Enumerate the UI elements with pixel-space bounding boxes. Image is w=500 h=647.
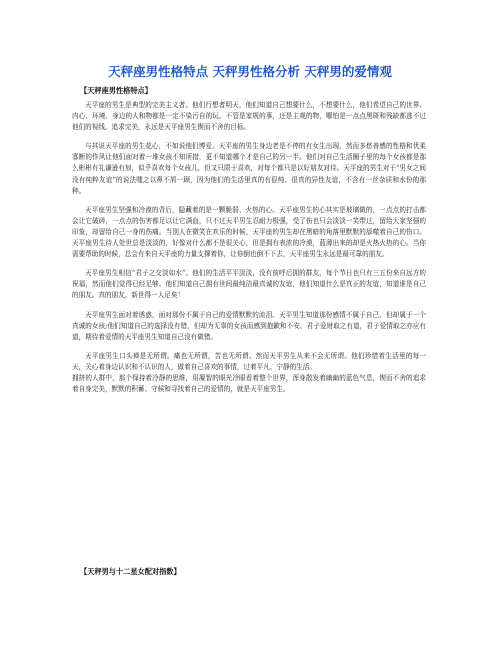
paragraph-temptation: 天平座男生面对着诱惑，面对那份不属于自己的爱情默默的流泪。天平男生知道那份感情不属于自己，但却属于一个真诚的女孩;他们知道自己的选择没有错，但却为无辜的女孩而感到抱歉和不安。君子爱财取之有道，君子爱情取之亦应有道，期待着爱情的天平座男生知道自己没有做错。 xyxy=(72,310,426,341)
paragraph-catchphrase: 天平座男生口头禅是无所谓。痛也无所谓，苦也无所谓。然而天平男生从来不会无所谓。他们珍惜着生活里的每一天，关心着身边认识和不认识的人，做着自己喜欢的事情，过着平凡、宁静的生活。 xyxy=(72,351,426,371)
paragraph-crowd: 拥挤的人群中，那个保持着冷静的思维，用凝智的眼光冷眼看着整个世界，浑身散发着幽幽的蓝色气息，锲而不舍的追求着自身完美，默默的积蓄、守候和寻找着自己的爱情的，就是天平座男生。 xyxy=(72,373,426,394)
paragraph-friendship: 与其说天平座的男生花心，不如说他们博爱。天平座的男生身边老是不停的有女生出现，然而多愁善感的性格和优柔寡断的作风让他们面对着一堆女孩不知所措，更不知道哪个才是自己的另一半。他们对自己生活圈子里的每个女孩都是那么彬彬有礼谦逊有加，似乎喜欢每个女孩儿，但又只限于喜欢，对每个都只是以好朋友对待。天平座的男生对于“男女之间没有纯粹友谊”的说法嗤之以鼻不屑一顾，因为他们的生活里真的有很纯、很真的异性友谊，不含有一丝杂质和水份的那种。 xyxy=(72,142,426,195)
section-heading-matching: 【天秤男与十二星女配对指数】 xyxy=(80,567,181,576)
document-title: 天秤座男性格特点 天秤男性格分析 天秤男的爱情观 xyxy=(108,64,392,79)
section-heading-traits: 【天秤座男性格特点】 xyxy=(80,86,152,95)
document-body xyxy=(72,100,426,395)
paragraph-gentleman-friendship: 天平座男生相信“君子之交淡如水”。他们的生活平平淡淡，没有前呼后拥的群友，每个节日也只有三五份来自远方的祝福，然而他们觉得已经足够。他们知道自己拥有世间最纯洁最真诚的友谊，他们知道什么是真正的友谊，知道谁是自己的朋友。真的朋友，新世得一人足矣！ xyxy=(72,269,426,300)
paragraph-perfectionist: 天平座的男生是典型的完美主义者。他们行想者明天，他们知道自己想要什么，不想要什么，他们希望自己的世界、内心、环境、身边的人和物都是一定不染污自的玩。不管是家规的事，还是主观的物，哪怕是一点点黑斑和残缺都逃不过他们的视线。追求完美，永远是天平座男生锲而不舍的目标。 xyxy=(72,101,426,132)
paragraph-fragile-heart: 天平座男生坚强和冷漠的背后，隐藏着的是一颗脆弱、火热的心。天平座男生的心其实是玻璃做的，一点点的打击都会让它破碎，一点点的伤害都足以让它满血，只不过天平男生忍耐力极强，受了伤也只会淡淡一笑带过，留给大家坚强的印象，却留给自己一身的伤痛。当别人在微笑在欢乐的时候，天平座的男生却在黑暗的角落里默默的舔噬着自己的伤口。天平座男生待人处世总是淡淡的，好像对什么都不是很关心，但是拥有表浓的冷漠，蓝薄出来的却是火热火热的心。当你需要帮助的时候，总会有来自天平座的力量支撑着你，让你倒也倒不下去，天平座男生永远是最可靠的朋友。 xyxy=(72,205,426,259)
